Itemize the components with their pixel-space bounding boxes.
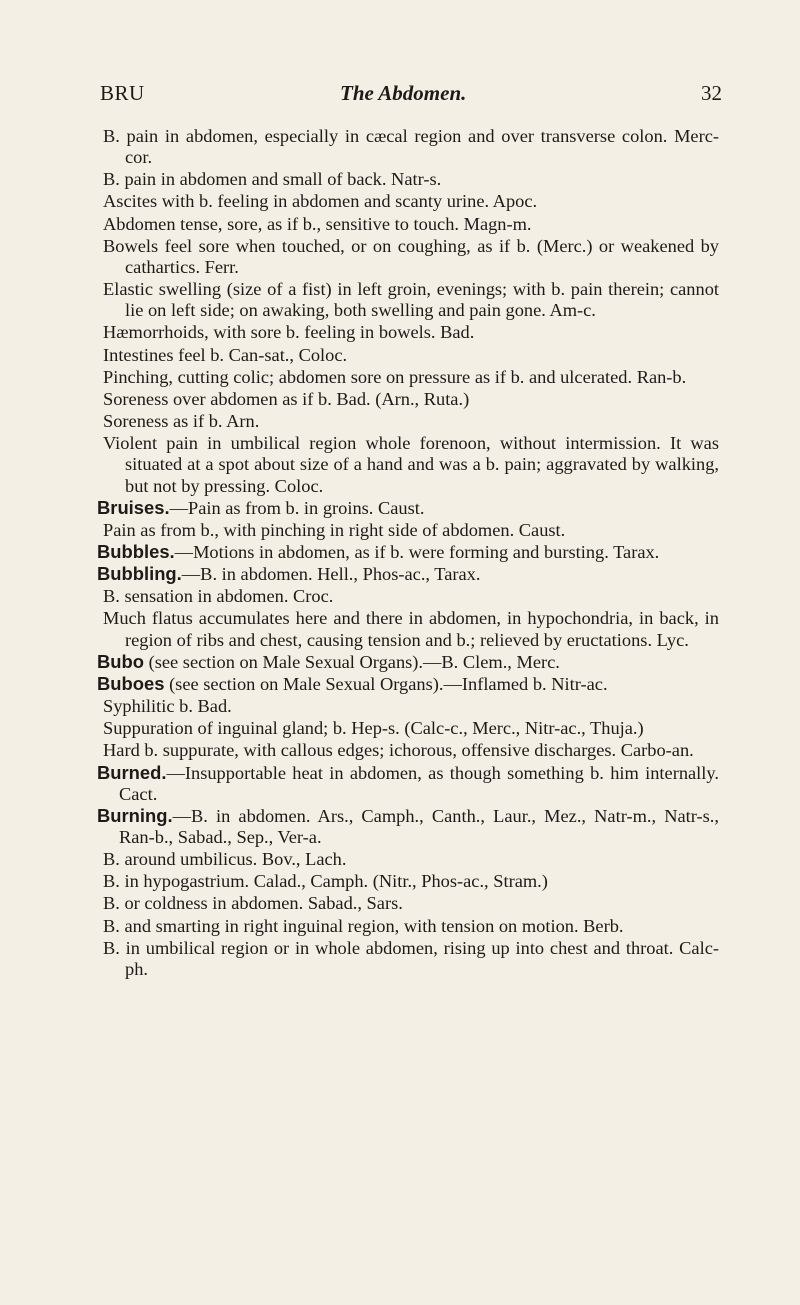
entry-14: Bubbles.—Motions in abdomen, as if b. were forming and bursting. Tarax. bbox=[97, 540, 660, 562]
entry-28: B. and smarting in right inguinal region, with tension on motion. Berb. bbox=[103, 915, 624, 936]
header-guide-word: BRU bbox=[100, 81, 145, 105]
entry-10: Soreness as if b. Arn. bbox=[103, 411, 260, 432]
rubric-keyword: Bubbles. bbox=[97, 540, 175, 562]
entry-16: B. sensation in abdomen. Croc. bbox=[103, 586, 334, 607]
header-page-number: 32 bbox=[701, 81, 722, 105]
entry-0: B. pain in abdomen, especially in cæcal region and over transverse colon. Merc-cor. bbox=[103, 126, 719, 168]
entry-6: Hæmorrhoids, with sore b. feeling in bowels. Bad. bbox=[103, 322, 475, 343]
entry-25: B. around umbilicus. Bov., Lach. bbox=[103, 849, 347, 870]
header-section-title: The Abdomen. bbox=[340, 81, 467, 105]
entry-19: Buboes (see section on Male Sexual Organs).—Inflamed b. Nitr-ac. bbox=[97, 672, 608, 694]
entry-8: Pinching, cutting colic; abdomen sore on pressure as if b. and ulcerated. Ran-b. bbox=[103, 366, 687, 387]
entry-1: B. pain in abdomen and small of back. Natr-s. bbox=[103, 169, 442, 190]
entry-11: Violent pain in umbilical region whole forenoon, without intermission. It was situated at a spot about size of a hand and was a b. pain; aggravated by walking, but not by pressing. Coloc. bbox=[103, 433, 719, 496]
rubric-keyword: Burning. bbox=[97, 804, 173, 826]
rubric-keyword: Burned. bbox=[97, 761, 167, 783]
entry-27: B. or coldness in abdomen. Sabad., Sars. bbox=[103, 893, 403, 914]
entry-26: B. in hypogastrium. Calad., Camph. (Nitr., Phos-ac., Stram.) bbox=[103, 871, 548, 892]
page-body bbox=[97, 125, 719, 980]
entry-20: Syphilitic b. Bad. bbox=[103, 696, 232, 717]
entry-15: Bubbling.—B. in abdomen. Hell., Phos-ac., Tarax. bbox=[97, 563, 481, 585]
rubric-keyword: Buboes bbox=[97, 672, 165, 694]
rubric-keyword: Bruises. bbox=[97, 496, 170, 518]
entry-17: Much flatus accumulates here and there in abdomen, in hypochondria, in back, in region of ribs and chest, causing tension and b.; relieved by eructations. Lyc. bbox=[103, 608, 719, 650]
entry-21: Suppuration of inguinal gland; b. Hep-s. (Calc-c., Merc., Nitr-ac., Thuja.) bbox=[103, 718, 644, 739]
entry-22: Hard b. suppurate, with callous edges; ichorous, offensive discharges. Carbo-an. bbox=[103, 740, 694, 761]
entry-23: Burned.—Insupportable heat in abdomen, as though something b. him internally. Cact. bbox=[97, 761, 719, 804]
entry-24: Burning.—B. in abdomen. Ars., Camph., Canth., Laur., Mez., Natr-m., Natr-s., Ran-b., Sabad., Sep., Ver-a. bbox=[97, 804, 719, 847]
entry-29: B. in umbilical region or in whole abdomen, rising up into chest and throat. Calc-ph. bbox=[103, 937, 719, 979]
entry-5: Elastic swelling (size of a fist) in left groin, evenings; with b. pain therein; cannot lie on left side; on awaking, both swelling and pain gone. Am-c. bbox=[103, 279, 719, 321]
entry-4: Bowels feel sore when touched, or on coughing, as if b. (Merc.) or weakened by cathartics. Ferr. bbox=[103, 235, 719, 277]
rubric-keyword: Bubo bbox=[97, 650, 144, 672]
entry-12: Bruises.—Pain as from b. in groins. Caust. bbox=[97, 496, 425, 518]
entry-7: Intestines feel b. Can-sat., Coloc. bbox=[103, 344, 348, 365]
running-header bbox=[100, 78, 722, 108]
entry-3: Abdomen tense, sore, as if b., sensitive to touch. Magn-m. bbox=[103, 213, 532, 234]
entry-2: Ascites with b. feeling in abdomen and scanty urine. Apoc. bbox=[103, 191, 538, 212]
entry-13: Pain as from b., with pinching in right side of abdomen. Caust. bbox=[103, 519, 566, 540]
entry-18: Bubo (see section on Male Sexual Organs).—B. Clem., Merc. bbox=[97, 650, 560, 672]
rubric-keyword: Bubbling. bbox=[97, 563, 182, 585]
entry-9: Soreness over abdomen as if b. Bad. (Arn., Ruta.) bbox=[103, 388, 470, 409]
